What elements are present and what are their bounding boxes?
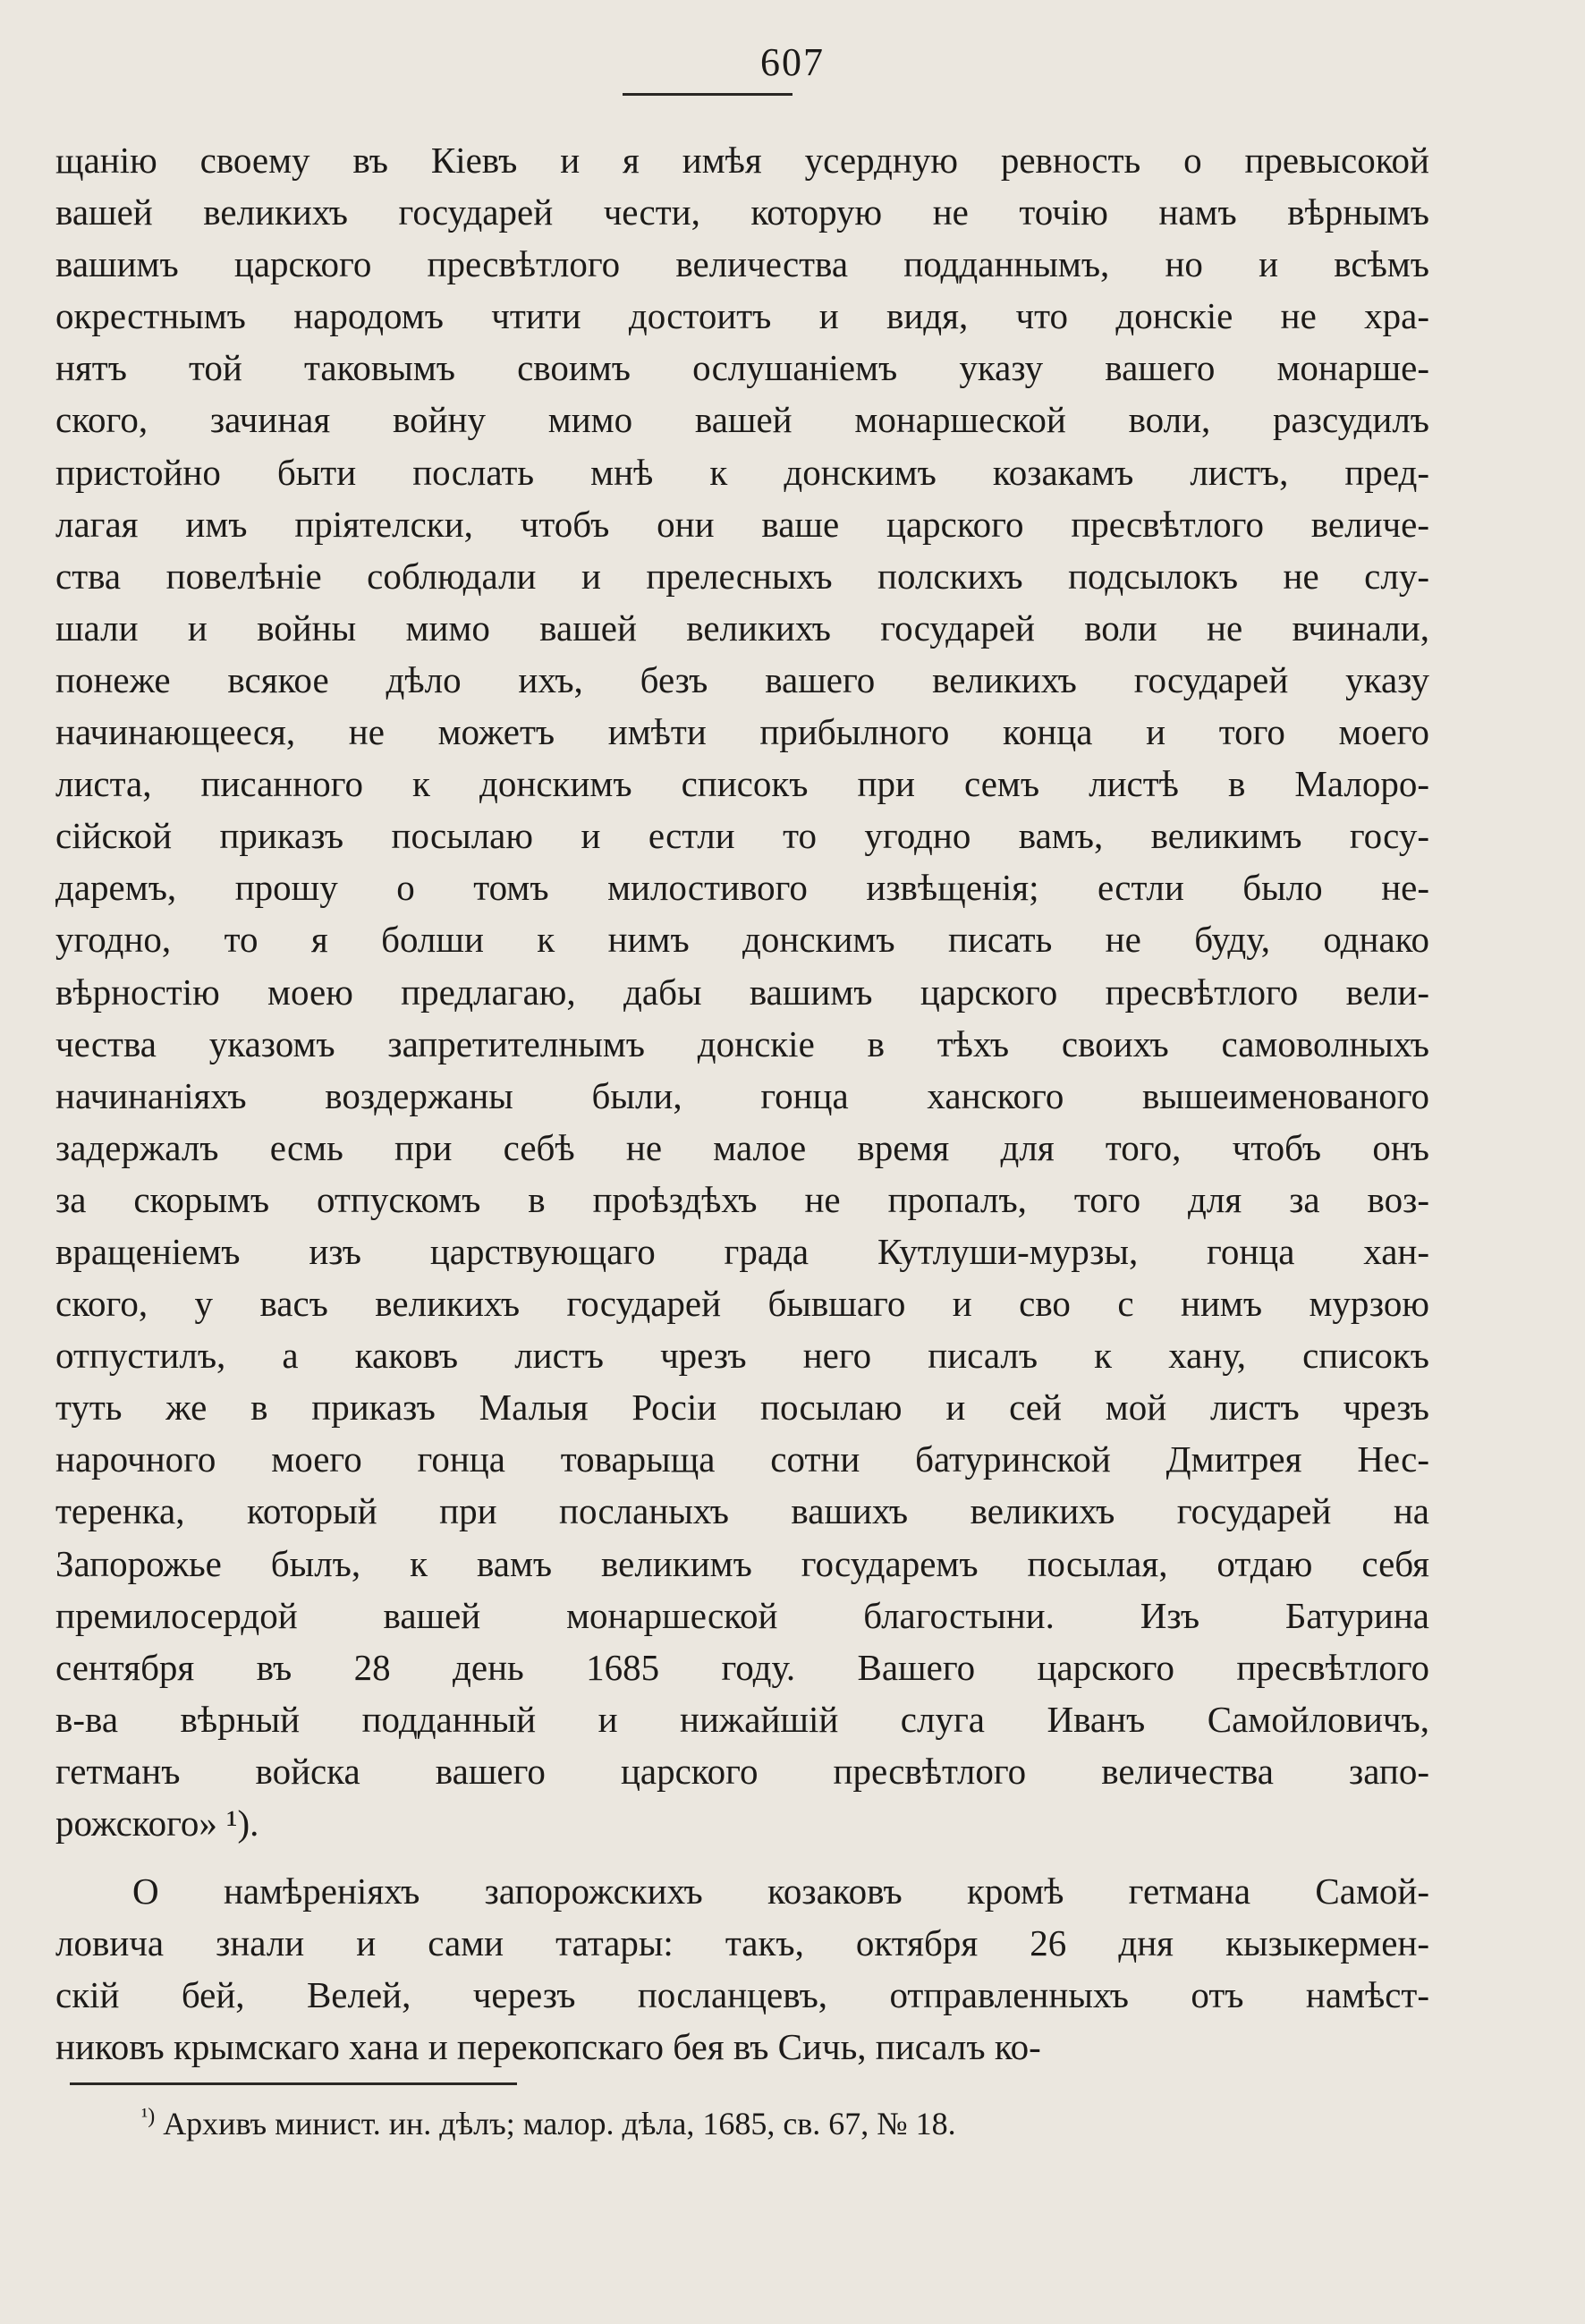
text-line: вашей великихъ государей чести, которую не точію намъ вѣрнымъ [55,191,1429,233]
text-line: нарочного моего гонца товарыща сотни батуринской Дмитрея Нес- [55,1438,1429,1480]
text-line: сійской приказъ посылаю и естли то угодно вамъ, великимъ госу- [55,815,1429,857]
footnote-marker: ¹) [141,2105,156,2128]
text-line: за скорымъ отпускомъ в проѣздѣхъ не пропалъ, того для за воз- [55,1178,1429,1220]
text-line: вращеніемъ изъ царствующаго града Кутлуши-мурзы, гонца хан- [55,1230,1429,1272]
text-line: ского, у васъ великихъ государей бывшаго и сво с нимъ мурзою [55,1283,1429,1325]
text-line: рожского» ¹). [55,1802,259,1844]
text-line: ловича знали и сами татары: такъ, октября 26 дня кызыкермен- [55,1922,1429,1964]
text-line: сентября въ 28 день 1685 году. Вашего царского пресвѣтлого [55,1646,1429,1688]
text-line: скій бей, Велей, черезъ посланцевъ, отправленныхъ отъ намѣст- [55,1974,1429,2016]
text-line: отпустилъ, а каковъ листъ чрезъ него писалъ к хану, списокъ [55,1335,1429,1377]
text-line: окрестнымъ народомъ чтити достоитъ и видя, что донскіе не хра- [55,295,1429,337]
text-line: угодно, то я болши к нимъ донскимъ писать не буду, однако [55,919,1429,961]
text-line: пристойно быти послать мнѣ к донскимъ козакамъ листъ, пред- [55,451,1429,493]
text-line: шали и войны мимо вашей великихъ государей воли не вчинали, [55,606,1429,649]
text-line: Запорожье былъ, к вамъ великимъ государемъ посылая, отдаю себя [55,1542,1429,1584]
text-line: чества указомъ запретителнымъ донскіе в тѣхъ своихъ самоволныхъ [55,1022,1429,1064]
page-number: 607 [760,40,825,84]
text-line: листа, писанного к донскимъ списокъ при семъ листѣ в Малоро- [55,763,1429,805]
text-line: теренка, который при посланыхъ вашихъ великихъ государей на [55,1490,1429,1532]
paragraph-gap [55,1849,1429,1865]
text-line: нятъ той таковымъ своимъ ослушаніемъ указу вашего монарше- [55,347,1429,389]
text-line: в-ва вѣрный подданный и нижайшій слуга Иванъ Самойловичъ, [55,1698,1429,1740]
header-rule [623,93,792,96]
text-line: ства повелѣніе соблюдали и прелесныхъ полскихъ подсылокъ не слу- [55,555,1429,597]
text-line: вѣрностію моею предлагаю, дабы вашимъ царского пресвѣтлого вели- [55,971,1429,1013]
text-line: даремъ, прошу о томъ милостивого извѣщенія; естли было не- [55,867,1429,909]
footnote-rule [70,2082,517,2085]
text-line: вашимъ царского пресвѣтлого величества подданнымъ, но и всѣмъ [55,243,1429,285]
text-line: лагая имъ пріятелски, чтобъ они ваше царского пресвѣтлого величе- [55,503,1429,545]
body-text [55,134,1429,2073]
footnote-text: Архивъ минист. ин. дѣлъ; малор. дѣла, 1685, св. 67, № 18. [163,2106,956,2142]
text-line: щанію своему въ Кіевъ и я имѣя усердную ревность о превысокой [55,140,1429,181]
text-line: туть же в приказъ Малыя Росіи посылаю и сей мой листъ чрезъ [55,1387,1429,1429]
text-line: начинающееся, не можетъ имѣти прибылного конца и того моего [55,711,1429,753]
text-line: гетманъ войска вашего царского пресвѣтлого величества запо- [55,1750,1429,1792]
footnote [141,2100,956,2147]
text-line: понеже всякое дѣло ихъ, безъ вашего великихъ государей указу [55,658,1429,700]
text-line: ского, зачиная войну мимо вашей монаршеской воли, разсудилъ [55,399,1429,441]
text-line: задержалъ есмь при себѣ не малое время для того, чтобъ онъ [55,1126,1429,1168]
text-line: О намѣреніяхъ запорожскихъ козаковъ кромѣ гетмана Самой- [132,1870,1429,1913]
text-line: начинаніяхъ воздержаны были, гонца ханского вышеименованого [55,1074,1429,1116]
text-line: премилосердой вашей монаршеской благостыни. Изъ Батурина [55,1594,1429,1636]
text-line: никовъ крымскаго хана и перекопскаго бея въ Сичь, писалъ ко- [55,2026,1041,2068]
